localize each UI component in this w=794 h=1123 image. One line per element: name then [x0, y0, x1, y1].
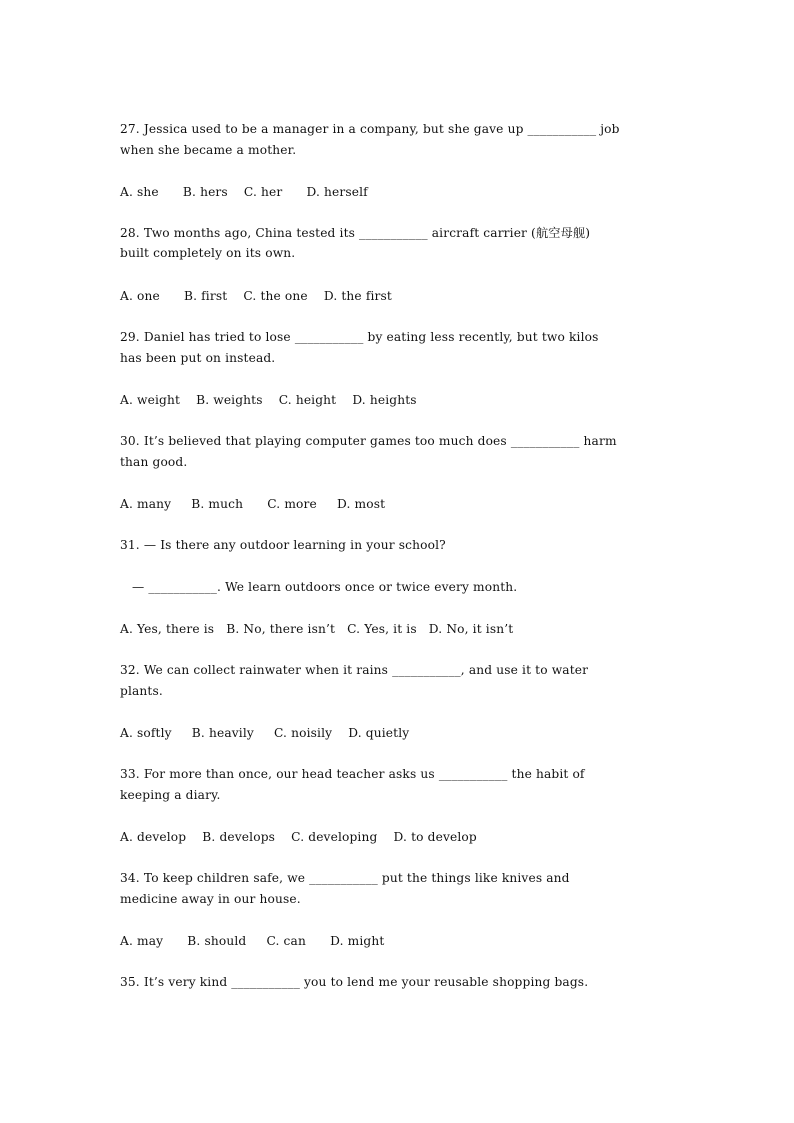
q32-stem-line2: plants. [120, 684, 163, 698]
q28-options: A. one B. first C. the one D. the first [120, 289, 392, 303]
q31-stem-line2: — ___________. We learn outdoors once or twice every month. [132, 580, 518, 594]
q33-stem-line1: 33. For more than once, our head teacher asks us ___________ the habit of [120, 767, 585, 781]
q30-stem-line2: than good. [120, 455, 188, 469]
q34-stem-line1: 34. To keep children safe, we ___________ put the things like knives and [120, 871, 570, 885]
q28-stem-line2: built completely on its own. [120, 246, 296, 260]
q32-stem-line1: 32. We can collect rainwater when it rains ___________, and use it to water [120, 663, 589, 677]
q30-stem-line1: 30. It’s believed that playing computer games too much does ___________ harm [120, 434, 617, 448]
q33-stem-line2: keeping a diary. [120, 788, 221, 802]
q27-options: A. she B. hers C. her D. herself [120, 185, 368, 199]
q34-stem-line2: medicine away in our house. [120, 892, 301, 906]
q29-stem-line1: 29. Daniel has tried to lose ___________ by eating less recently, but two kilos [120, 330, 599, 344]
q27-stem-line1: 27. Jessica used to be a manager in a company, but she gave up ___________ job [120, 122, 620, 136]
q27-stem-line2: when she became a mother. [120, 143, 297, 157]
q28-stem-line1: 28. Two months ago, China tested its ___________ aircraft carrier (航空母舰) [120, 226, 591, 240]
q29-options: A. weight B. weights C. height D. heights [120, 393, 417, 407]
q31-options: A. Yes, there is B. No, there isn’t C. Yes, it is D. No, it isn’t [120, 622, 514, 636]
q31-stem-line1: 31. — Is there any outdoor learning in your school? [120, 538, 446, 552]
q29-stem-line2: has been put on instead. [120, 351, 276, 365]
q34-options: A. may B. should C. can D. might [120, 934, 385, 948]
q35-stem-line1: 35. It’s very kind ___________ you to lend me your reusable shopping bags. [120, 975, 589, 989]
q30-options: A. many B. much C. more D. most [120, 497, 386, 511]
q33-options: A. develop B. develops C. developing D. to develop [120, 830, 477, 844]
q32-options: A. softly B. heavily C. noisily D. quietly [120, 726, 410, 740]
